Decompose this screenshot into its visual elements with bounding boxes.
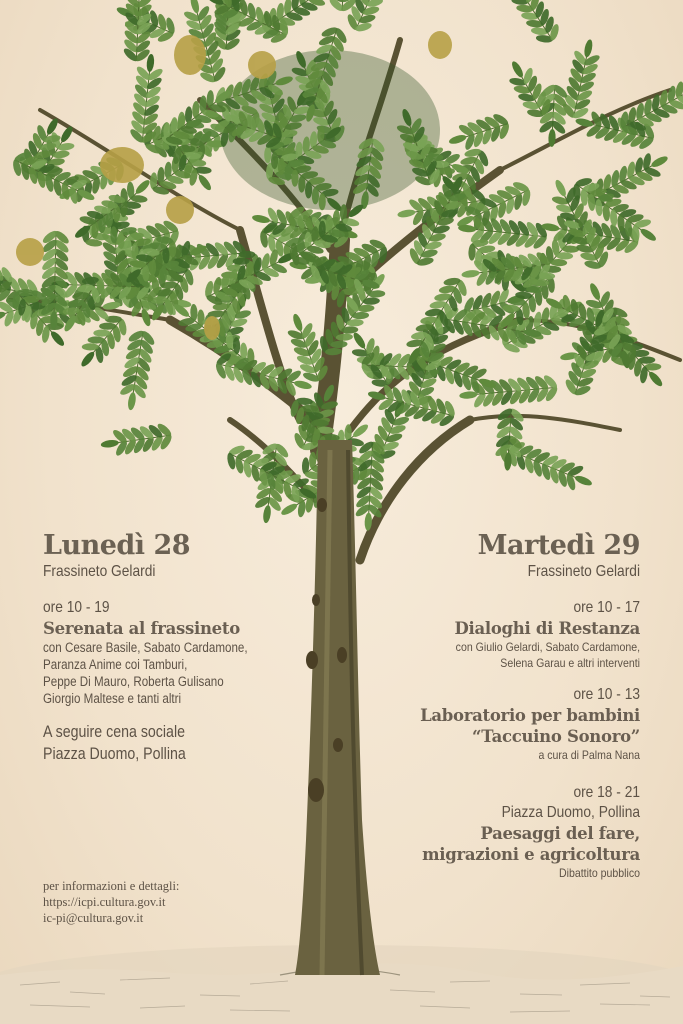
tuesday-event-3-place: Piazza Duomo, Pollina: [501, 804, 640, 821]
monday-event-title: Serenata al frassineto: [43, 619, 240, 638]
tuesday-event-1-time: ore 10 - 17: [573, 599, 640, 616]
tuesday-event-3-title-2: migrazioni e agricoltura: [422, 845, 640, 864]
tuesday-place: Frassineto Gelardi: [527, 563, 640, 580]
tuesday-event-2-time: ore 10 - 13: [573, 686, 640, 703]
monday-day-heading: Lunedì 28: [43, 530, 191, 561]
tuesday-event-2-title-1: Laboratorio per bambini: [420, 706, 640, 725]
monday-column: [43, 530, 303, 765]
monday-event-people-2: Paranza Anime coi Tamburi,: [43, 657, 188, 672]
monday-after-2: Piazza Duomo, Pollina: [43, 745, 186, 763]
tuesday-event-2-detail: a cura di Palma Nana: [538, 748, 640, 762]
monday-after-1: A seguire cena sociale: [43, 723, 185, 741]
tuesday-day-heading: Martedì 29: [477, 530, 640, 561]
tuesday-event-1-title: Dialoghi di Restanza: [454, 619, 640, 638]
info-label: per informazioni e dettagli:: [43, 879, 180, 893]
tuesday-event-3-time: ore 18 - 21: [573, 784, 640, 801]
tuesday-event-2-title-2: “Taccuino Sonoro”: [472, 727, 640, 746]
monday-event-people-1: con Cesare Basile, Sabato Cardamone,: [43, 640, 248, 655]
info-email-link[interactable]: ic-pi@cultura.gov.it: [43, 911, 144, 925]
tuesday-event-1-detail-1: con Giulio Gelardi, Sabato Cardamone,: [455, 640, 640, 654]
monday-event-people-3: Peppe Di Mauro, Roberta Gulisano: [43, 674, 224, 689]
tuesday-event-1-detail-2: Selena Garau e altri interventi: [500, 656, 640, 670]
tuesday-event-3-title-1: Paesaggi del fare,: [480, 824, 640, 843]
monday-event-time: ore 10 - 19: [43, 599, 110, 616]
monday-event-people-4: Giorgio Maltese e tanti altri: [43, 691, 182, 706]
tuesday-event-3-detail: Dibattito pubblico: [558, 866, 640, 880]
monday-place: Frassineto Gelardi: [43, 563, 156, 580]
info-block: [43, 878, 179, 926]
info-website-link[interactable]: https://icpi.cultura.gov.it: [43, 895, 166, 909]
tuesday-column: [370, 530, 640, 881]
